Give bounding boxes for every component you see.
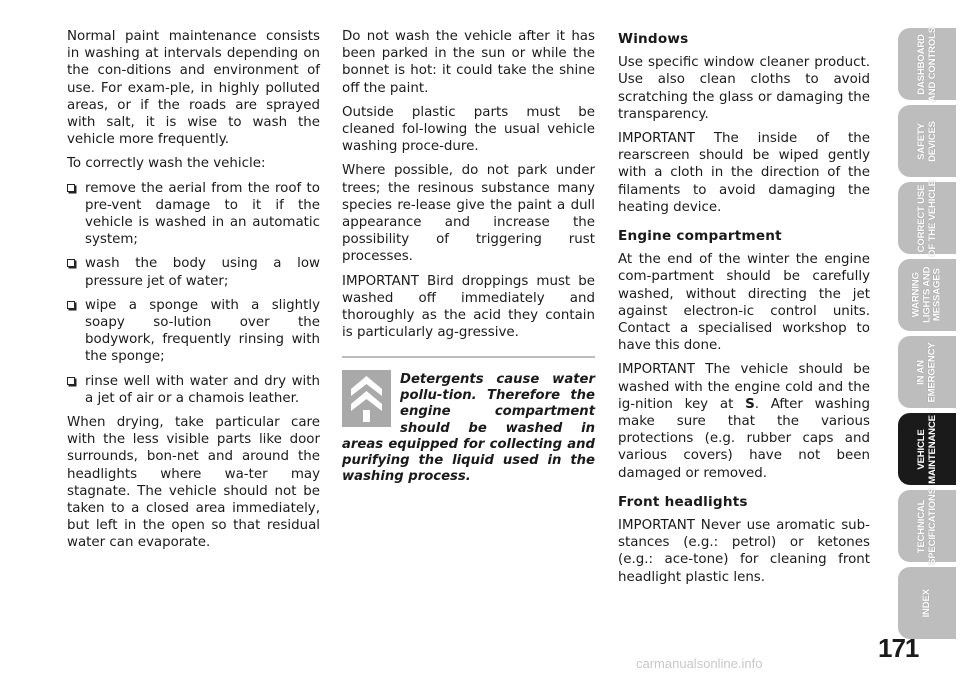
paragraph: Use specific window cleaner product. Use also clean cloths to avoid scratching the glass or damaging the transparency. — [618, 55, 870, 122]
list-item: rinse well with water and dry with a jet of air or a chamois leather. — [67, 373, 320, 407]
paragraph: Outside plastic parts must be cleaned fol-lowing the usual vehicle washing proce-dure. — [342, 104, 595, 155]
tab-safety-devices[interactable]: SAFETY DEVICES — [898, 105, 956, 177]
environment-warning-box — [342, 356, 595, 485]
paragraph: To correctly wash the vehicle: — [67, 156, 266, 172]
column-left — [67, 28, 320, 559]
paragraph: Normal paint maintenance consists in washing at intervals depending on the con-ditions and environment of use. For exam-ple, in highly polluted areas, or if the roads are sprayed with salt, it is wise to wash the vehicle more frequently. — [67, 29, 320, 148]
paragraph: IMPORTANT The inside of the rearscreen should be wiped gently with a cloth in the direction of the filaments to avoid damaging the heating device. — [618, 131, 870, 215]
tab-vehicle-maintenance[interactable]: VEHICLE MAINTENANCE — [898, 413, 956, 485]
section-heading-headlights: Front headlights — [618, 493, 748, 510]
list-item: wipe a sponge with a slightly soapy so-lution over the bodywork, frequently rinsing with the sponge; — [67, 297, 320, 366]
paragraph: At the end of the winter the engine com-partment should be carefully washed, without directing the jet against electron-ic control units. Contact a specialised workshop to have this done. — [618, 252, 870, 354]
bullet-list — [67, 180, 320, 407]
warning-text: Detergents cause water pollu-tion. Therefore the engine compartment should be washed in areas equipped for collecting and purifying the liquid used in the washing process. — [342, 372, 595, 485]
paragraph: When drying, take particular care with the less visible parts like door surrounds, bon-net and around the headlights where wa-ter may stagnate. The vehicle should not be taken to a closed area immediately, but left in the open so that residual water can evaporate. — [67, 415, 320, 551]
tab-warning-lights[interactable]: WARNING LIGHTS AND MESSAGES — [898, 259, 956, 331]
tab-index[interactable]: INDEX — [898, 567, 956, 639]
tab-correct-use[interactable]: CORRECT USE OF THE VEHICLE — [898, 182, 956, 254]
tab-technical-specifications[interactable]: TECHNICAL SPECIFICATIONS — [898, 490, 956, 562]
paragraph: IMPORTANT Never use aromatic sub-stances (e.g.: petrol) or ketones (e.g.: ace-tone) for cleaning front headlight plastic lens. — [618, 518, 870, 585]
paragraph: IMPORTANT Bird droppings must be washed off immediately and thoroughly as the acid they contain is particularly ag-gressive. — [342, 273, 595, 341]
section-heading-windows: Windows — [618, 31, 689, 47]
page-number: 171 — [878, 633, 919, 663]
column-right — [618, 28, 870, 593]
column-middle — [342, 28, 595, 348]
chevron-up-icon — [342, 370, 391, 427]
section-heading-engine: Engine compartment — [618, 228, 782, 245]
list-item: wash the body using a low pressure jet of water; — [67, 255, 320, 289]
watermark: carmanualsonline.info — [636, 656, 763, 671]
tab-in-an-emergency[interactable]: IN AN EMERGENCY — [898, 336, 956, 408]
list-item: remove the aerial from the roof to pre-vent damage to it if the vehicle is washed in an automatic system; — [67, 180, 320, 249]
paragraph: Do not wash the vehicle after it has been parked in the sun or while the bonnet is hot: it could take the shine off the paint. — [342, 29, 595, 96]
paragraph: IMPORTANT The vehicle should be washed with the engine cold and the ig-nition key at S. After washing make sure that the various protections (e.g. rubber caps and various covers) have not been damaged or removed. — [618, 362, 870, 481]
paragraph: Where possible, do not park under trees; the resinous substance many species re-lease give the paint a dull appearance and increase the possibility of triggering rust processes. — [342, 163, 595, 265]
tab-dashboard-and-controls[interactable]: DASHBOARD AND CONTROLS — [898, 28, 956, 100]
